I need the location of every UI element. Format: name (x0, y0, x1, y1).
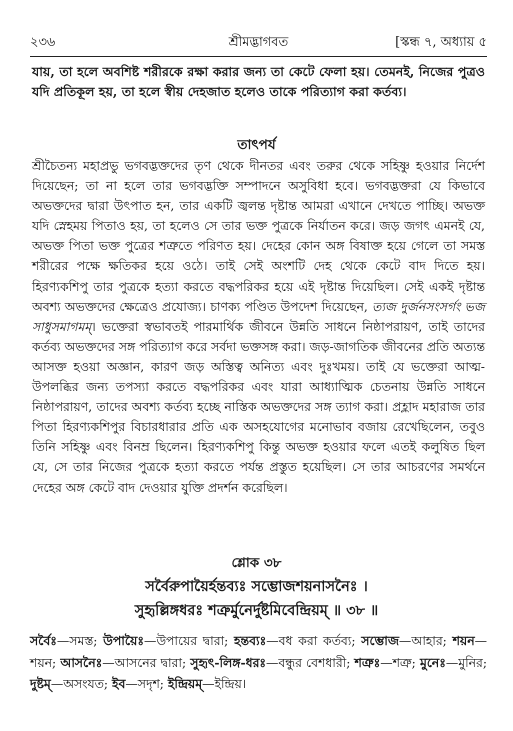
canto-chapter-label: [স্কন্ধ ৭, অধ্যায় ৫ (395, 35, 487, 50)
synonym-meaning: —উপায়ের দ্বারা; (143, 633, 235, 648)
synonym-word: সর্বৈঃ (30, 633, 57, 648)
synonym-meaning: —মুনির; (445, 654, 488, 670)
synonym-word: শত্রুঃ (354, 654, 381, 670)
translation-text: যায়, তা হলে অবশিষ্ট শরীরকে রক্ষা করার জন্য তা কেটে ফেলা হয়। তেমনই, নিজের পুত্রও যদি প্রতিকূল হয়, তা হলে স্বীয় দেহজাত হলেও তাকে পরিত্যাগ করা কর্তব্য। (32, 64, 485, 99)
page-number: ২৩৬ (30, 35, 56, 50)
synonym-meaning: —আহার; (398, 633, 453, 648)
synonym-meaning: —শত্রু; (380, 654, 420, 670)
synonym-meaning: —অসংযত; (50, 676, 113, 691)
synonym-meaning: —সমস্ত; (56, 633, 104, 648)
synonym-word: সম্ভোজ (361, 633, 399, 648)
synonym-meaning: —সদৃশ; (125, 676, 168, 691)
synonym-word: ইন্দ্রিয়ম্ (167, 676, 203, 691)
synonym-word: শয়ন (452, 633, 475, 648)
synonym-word: আসনৈঃ (60, 654, 103, 670)
synonym-word: উপায়ৈঃ (103, 633, 144, 648)
verse-text (0, 575, 513, 623)
synonym-word: মুনেঃ (419, 654, 446, 670)
synonym-word: হন্তব্যঃ (234, 633, 267, 648)
purport-text-part2: । ভক্তেরা স্বভাবতই পারমার্থিক জীবনে উন্নতি সাধনে নিষ্ঠাপরায়ণ, তাই তাদের কর্তব্য অভক্তদের সঙ্গ পরিত্যাগ করে সর্বদা ভক্তসঙ্গ করা। জড়-জাগতিক জীবনের প্রতি অত্যন্ত আসক্ত হওয়া অজ্ঞান, কারণ জড় অস্তিত্ব অনিত্য এবং দুঃখময়। তাই যে ভক্তেরা আত্ম-উপলব্ধির জন্য তপস্যা করতে বদ্ধপরিকর এবং যারা আধ্যাত্মিক চেতনায় উন্নতি সাধনে নিষ্ঠাপরায়ণ, তাদের অবশ্য কর্তব্য হচ্ছে নাস্তিক অভক্তদের সঙ্গ ত্যাগ করা। প্রহ্লাদ মহারাজ তার পিতা হিরণ্যকশিপুর বিচারধারার প্রতি এক অসহযোগের মনোভাব বজায় রেখেছিলেন, তবুও তিনি সহিষ্ণু এবং বিনম্র ছিলেন। হিরণ্যকশিপু কিন্তু অভক্ত হওয়ার ফলে এতই কলুষিত ছিল যে, সে তার নিজের পুত্রকে হত্যা করতে পর্যন্ত প্রস্তুত হয়েছিল। সে তার আচরণের সমর্থনে দেহের অঙ্গ কেটে বাদ দেওয়ার যুক্তি প্রদর্শন করেছিল। (32, 318, 485, 495)
synonym-meaning: —বধ করা কর্তব্য; (266, 633, 362, 648)
word-meanings (30, 630, 487, 695)
verse-line-1: সর্বৈরুপায়ৈর্হন্তব্যঃ সম্ভোজশয়নাসনৈঃ । (145, 578, 368, 595)
synonym-meaning: —বন্ধুর বেশধারী; (266, 654, 355, 670)
purport-heading: তাৎপর্য (237, 137, 276, 153)
purport-text (32, 156, 485, 498)
running-header (30, 33, 487, 53)
synonym-word: দুষ্টম্ (30, 676, 51, 691)
synonym-word: ইব (112, 676, 126, 691)
sanskrit-quote: ত্যজ দুর্জনসংসর্গং ভজ সাধুসমাগমম্ (32, 298, 485, 334)
synonym-word: সুহৃৎ-লিঙ্গ-ধরঃ (190, 654, 266, 670)
book-title: শ্রীমদ্ভাগবত (228, 35, 289, 50)
verse-heading: শ্লোক ৩৮ (231, 555, 282, 571)
synonym-meaning: —আসনের দ্বারা; (102, 654, 191, 670)
header-divider (30, 56, 487, 57)
synonym-meaning: —ইন্দ্রিয়। (202, 676, 247, 691)
synonym-meaning: —শয়ন; (30, 633, 487, 670)
verse-line-2: সুহৃল্লিঙ্গধরঃ শত্রুর্মুনের্দুষ্টমিবেন্দ্রিয়ম্ ॥ ৩৮ ॥ (134, 602, 379, 619)
purport-text-part1: শ্রীচৈতন্য মহাপ্রভু ভগবদ্ভক্তদের তৃণ থেকে দীনতর এবং তরুর থেকে সহিষ্ণু হওয়ার নির্দেশ দিয়েছেন; তা না হলে তার ভগবদ্ভক্তি সম্পাদনে অসুবিধা হবে। ভগবদ্ভক্তরা যে কিভাবে অভক্তদের দ্বারা উৎপাত হন, তার একটি জ্বলন্ত দৃষ্টান্ত আমরা এখানে দেখতে পাচ্ছি। অভক্ত যদি স্নেহময় পিতাও হয়, তা হলেও সে তার ভক্ত পুত্রকে নির্যাতন করে। জড় জগৎ এমনই যে, অভক্ত পিতা ভক্ত পুত্রের শত্রুতে পরিণত হয়। দেহের কোন অঙ্গ বিষাক্ত হয়ে গেলে তা সমস্ত শরীরের পক্ষে ক্ষতিকর হয়ে ওঠে। তাই সেই অংশটি দেহ থেকে কেটে বাদ দিতে হয়। হিরণ্যকশিপু তার পুত্রকে হত্যা করতে বদ্ধপরিকর হয়ে এই দৃষ্টান্ত দিয়েছিল। সেই একই দৃষ্টান্ত অবশ্য অভক্তদের ক্ষেত্রেও প্রযোজ্য। চাণক্য পণ্ডিত উপদেশ দিয়েছেন, (32, 158, 485, 314)
